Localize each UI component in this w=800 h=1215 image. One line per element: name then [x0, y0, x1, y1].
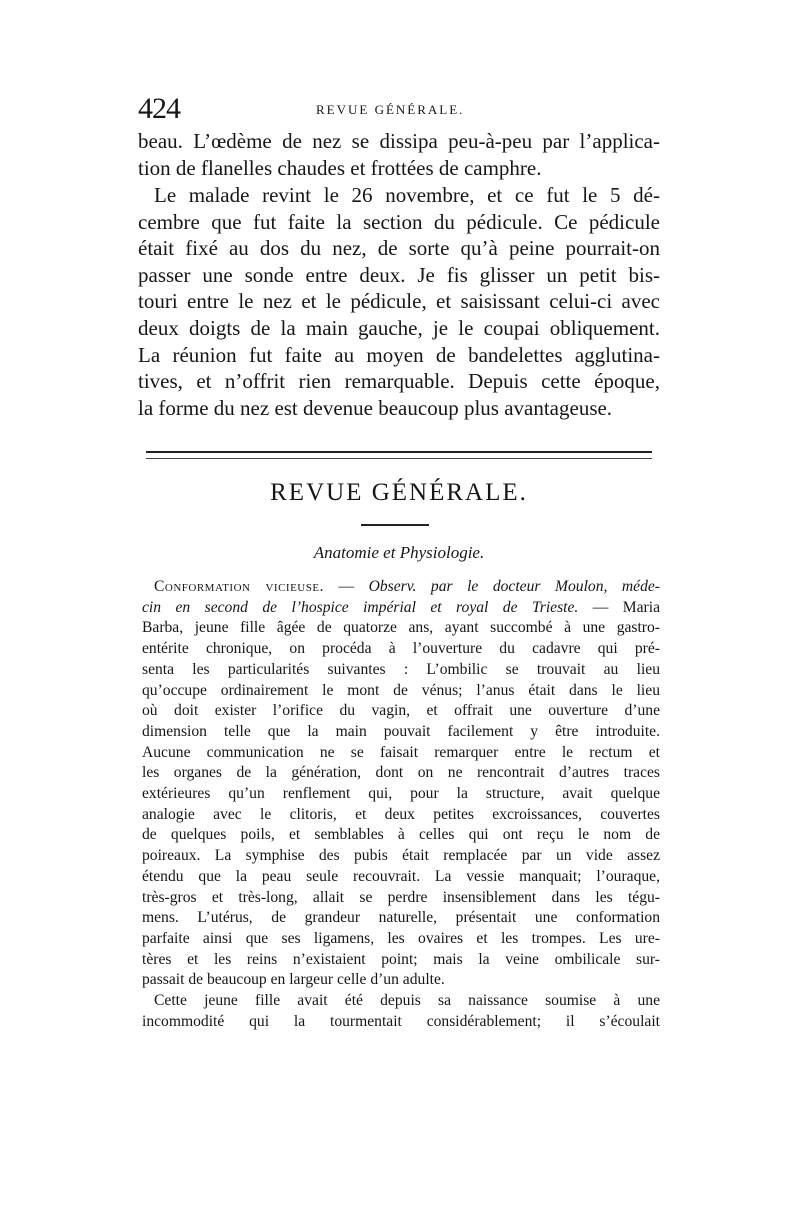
text-line: passer une sonde entre deux. Je fis glisser un petit bis- [138, 262, 660, 287]
text-line: Aucune communication ne se faisait remarquer entre le rectum et [142, 743, 660, 761]
text-line: qu’occupe ordinairement le mont de vénus; l’anus était dans le lieu [142, 681, 660, 699]
text-line: dimension telle que la main pouvait facilement y être introduite. [142, 722, 660, 740]
text-line: mens. L’utérus, de grandeur naturelle, présentait une conformation [142, 909, 660, 927]
text-line: deux doigts de la main gauche, je le coupai obliquement. [138, 315, 660, 340]
text-line: parfaite ainsi que ses ligamens, les ovaires et les trompes. Les ure- [142, 929, 660, 947]
text-line: très-gros et très-long, allait se perdre insensiblement dans les tégu- [142, 888, 660, 906]
top-paragraph-2 [138, 182, 660, 421]
article-first-line [142, 577, 660, 598]
running-title: REVUE GÉNÉRALE. [316, 102, 465, 117]
article-heading: Conformation vicieuse. [154, 578, 324, 595]
text-line: incommodité qui la tourmentait considérablement; il s’écoulait [142, 1012, 660, 1030]
text-line: Cette jeune fille avait été depuis sa naissance soumise à une [154, 992, 660, 1010]
text-line: tion de flanelles chaudes et frottées de camphre. [138, 155, 542, 180]
text-line: La réunion fut faite au moyen de bandelettes agglutina- [138, 342, 660, 367]
page-number: 424 [138, 92, 180, 125]
dash: — [323, 578, 369, 595]
text-line: Le malade revint le 26 novembre, et ce fut le 5 dé- [154, 183, 660, 207]
text-line: analogie avec le clitoris, et deux petites excroissances, couvertes [142, 805, 660, 823]
article-body [142, 577, 660, 1032]
patient-name-start: — Maria [578, 598, 660, 616]
text-line: extérieures qu’un renflement qui, pour la structure, avait quelque [142, 785, 660, 803]
section-divider [146, 451, 652, 459]
article-second-line [142, 598, 660, 619]
text-line: touri entre le nez et le pédicule, et saisissant celui-ci avec [138, 289, 660, 314]
text-line: entérite chronique, on procéda à l’ouverture du cadavre qui pré- [142, 640, 660, 658]
text-line: senta les particularités suivantes : L’ombilic se trouvait au lieu [142, 660, 660, 678]
text-line: passait de beaucoup en largeur celle d’un adulte. [142, 971, 445, 989]
title-underline [361, 524, 429, 526]
running-head [138, 92, 660, 126]
text-line: où doit exister l’orifice du vagin, et offrait une ouverture d’une [142, 702, 660, 720]
text-line: beau. L’œdème de nez se dissipa peu-à-peu par l’applica- [138, 129, 660, 153]
text-line: était fixé au dos du nez, de sorte qu’à peine pourrait-on [138, 236, 660, 261]
text-line: tives, et n’offrit rien remarquable. Depuis cette époque, [138, 369, 660, 394]
subsection-title: Anatomie et Physiologie. [313, 543, 485, 562]
observation-source: Observ. par le docteur Moulon, méde- [368, 578, 660, 595]
section-title: REVUE GÉNÉRALE. [270, 479, 528, 506]
top-paragraph-1 [138, 128, 660, 181]
text-line: de quelques poils, et semblables à celles qui ont reçu le nom de [142, 826, 660, 844]
text-line: poireaux. La symphise des pubis était remplacée par un vide assez [142, 847, 660, 865]
text-line: tères et les reins n’existaient point; mais la veine ombilicale sur- [142, 950, 660, 968]
text-line: étendu que la peau seule recouvrait. La vessie manquait; l’ouraque, [142, 867, 660, 885]
text-line: cembre que fut faite la section du pédicule. Ce pédicule [138, 209, 660, 234]
observation-source-cont: cin en second de l’hospice impérial et royal de Trieste. [142, 598, 579, 616]
text-line: la forme du nez est devenue beaucoup plus avantageuse. [138, 395, 613, 420]
text-line: Barba, jeune fille âgée de quatorze ans, ayant succombé à une gastro- [142, 619, 660, 637]
text-line: les organes de la génération, dont on ne rencontrait d’autres traces [142, 764, 660, 782]
